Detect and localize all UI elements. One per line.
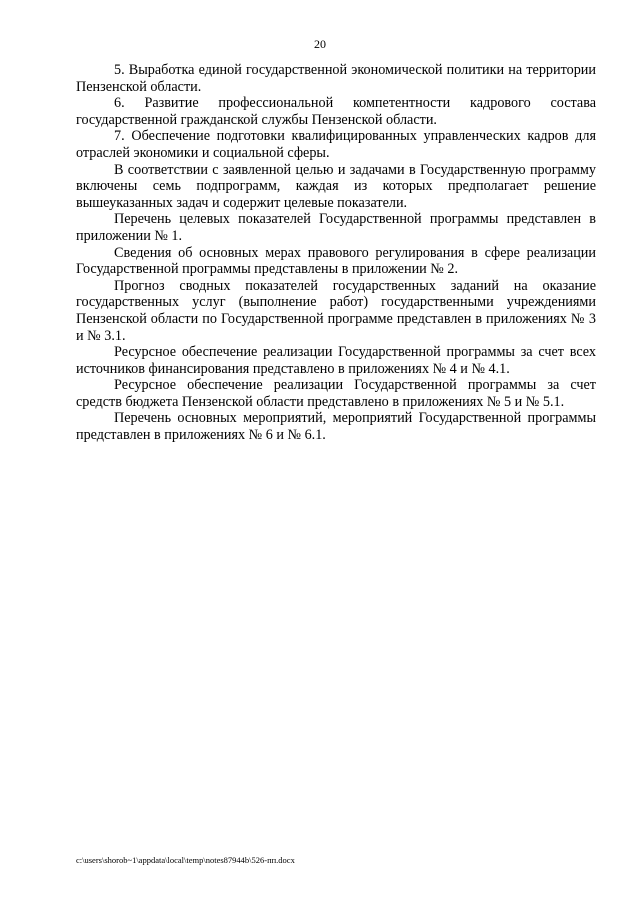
paragraph-appendix-6: Перечень основных мероприятий, мероприятий Государственной программы представлен в приложениях № 6 и № 6.1.: [76, 410, 596, 444]
paragraph-appendix-3: Прогноз сводных показателей государственных заданий на оказание государственных услуг (выполнение работ) государственными учреждениями Пензенской области по Государственной программе представлен в приложениях № 3 и № 3.1.: [76, 277, 596, 344]
paragraph-task-6: 6. Развитие профессиональной компетентности кадрового состава государственной гражданской службы Пензенской области.: [76, 95, 596, 128]
paragraph-appendix-5: Ресурсное обеспечение реализации Государственной программы за счет средств бюджета Пензенской области представлено в приложениях № 5 и № 5.1.: [76, 377, 596, 410]
paragraph-appendix-2: Сведения об основных мерах правового регулирования в сфере реализации Государственной программы представлены в приложении № 2.: [76, 244, 596, 278]
paragraph-subprograms: В соответствии с заявленной целью и задачами в Государственную программу включены семь подпрограмм, каждая из которых предполагает решение вышеуказанных задач и содержит целевые показатели.: [76, 161, 596, 211]
paragraph-appendix-4: Ресурсное обеспечение реализации Государственной программы за счет всех источников финансирования представлено в приложениях № 4 и № 4.1.: [76, 344, 596, 377]
body-text: [76, 62, 596, 444]
paragraph-task-7: 7. Обеспечение подготовки квалифицированных управленческих кадров для отраслей экономики и социальной сферы.: [76, 128, 596, 161]
page-number: 20: [314, 37, 326, 51]
paragraph-task-5: 5. Выработка единой государственной экономической политики на территории Пензенской области.: [76, 62, 596, 95]
paragraph-appendix-1: Перечень целевых показателей Государственной программы представлен в приложении № 1.: [76, 211, 596, 244]
footer-file-path: c:\users\shorob~1\appdata\local\temp\notes87944b\526-пп.docx: [76, 855, 295, 865]
